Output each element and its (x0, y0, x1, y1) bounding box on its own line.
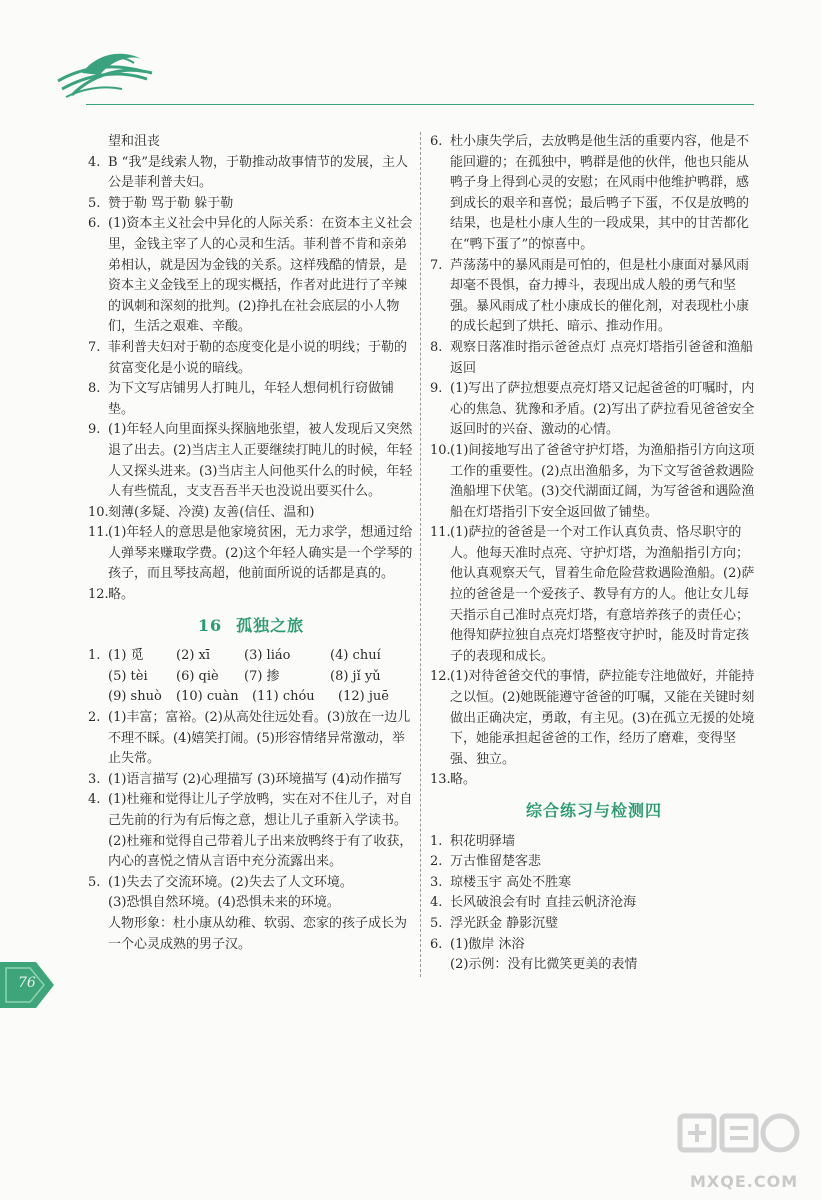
answer-item (430, 852, 758, 873)
item-subpart: 人物形象：杜小康从幼稚、软弱、恋家的孩子成长为一个心灵成熟的男子汉。 (108, 915, 408, 952)
logo-waves-icon (52, 45, 162, 103)
answer-item (430, 935, 758, 956)
answer-item (430, 667, 758, 770)
answer-item (88, 790, 414, 831)
pinyin-cell: (3) liáo (244, 648, 291, 664)
item-text: 琼楼玉宇 高处不胜寒 (450, 874, 572, 890)
section-title-16 (88, 616, 414, 637)
item-text: (1)年轻人向里面探头探脑地张望，被人发现后又突然退了出去。(2)当店主人正要继续打盹儿的时候，年轻人又探头进来。(3)当店主人问他买什么的时候，年轻人有些慌乱，支支吾吾半天也没说出要买什么。 (108, 422, 413, 500)
item-number: 6. (430, 134, 443, 149)
page-number: 76 (18, 975, 36, 991)
answer-item (88, 873, 414, 894)
item-number: 2. (88, 710, 101, 726)
item-number: 3. (430, 874, 443, 890)
header-rule (86, 104, 754, 105)
answer-item (430, 873, 758, 894)
item-text: 浮光跃金 静影沉璧 (450, 915, 559, 931)
item-number: 11. (430, 525, 451, 541)
item-text: 刻薄(多疑、冷漠) 友善(信任、温和) (108, 504, 315, 520)
item-text: 为下文写店铺男人打盹儿，年轻人想伺机行窃做铺垫。 (108, 381, 395, 417)
answer-item (88, 214, 414, 338)
item-number: 4. (430, 895, 443, 911)
item-text: (1)失去了交流环境。(2)失去了人文环境。 (108, 874, 353, 890)
item-text: (1)资本主义社会中异化的人际关系：在资本主义社会里，金钱主宰了人的心灵和生活。菲利普不肯和亲弟弟相认，就是因为金钱的关系。这样残酷的情景，是资本主义金钱至上的现实概括，作者对此进行了辛辣的讽刺和深刻的批判。(2)挣扎在社会底层的小人物们，生活之艰难、辛酸。 (108, 216, 413, 335)
left-column (88, 132, 414, 955)
item-text: (1)对待爸爸交代的事情，萨拉能专注地做好，并能持之以恒。(2)她既能遵守爸爸的叮嘱，又能在关键时刻做出正确决定，勇敢，有主见。(3)在孤立无援的处境下，她能承担起爸爸的工作，经历了磨难，变得坚强、独立。 (450, 669, 755, 767)
item-text: 杜小康失学后，去放鸭是他生活的重要内容，他是不能回避的；在孤独中，鸭群是他的伙伴，他也只能从鸭子身上得到心灵的安慰；在风雨中他维护鸭群，感到成长的艰辛和喜悦；最后鸭子下蛋，不仅是放鸭的结果，也是杜小康人生的一段成果，其中的甘苦都化在“鸭下蛋了”的惊喜中。 (450, 134, 750, 252)
item-text: B “我”是线索人物，于勒推动故事情节的发展，主人公是菲利普夫妇。 (108, 154, 408, 191)
item-text: (1)写出了萨拉想要点亮灯塔又记起爸爸的叮嘱时，内心的焦急、犹豫和矛盾。(2)写出了萨拉看见爸爸安全返回时的兴奋、激动的心情。 (450, 381, 755, 438)
item-text: (1)杜雍和觉得让儿子学放鸭，实在对不住儿子，对自己先前的行为有后悔之意，想让儿子重新入学读书。 (108, 792, 413, 828)
item-number: 3. (88, 771, 101, 787)
item-number: 5. (430, 915, 443, 931)
pinyin-cell: (2) xī (176, 648, 211, 664)
pinyin-cell: (5) tèi (108, 668, 148, 684)
pinyin-cell: (9) shuò (108, 689, 162, 705)
pinyin-cell: (7) 掺 (244, 668, 280, 684)
answer-item (88, 585, 414, 606)
pinyin-row (108, 667, 414, 688)
answer-item (430, 256, 758, 338)
item-text: 赞于勒 骂于勒 躲于勒 (108, 195, 234, 211)
watermark-url: MXQE.COM (690, 1172, 799, 1191)
answer-item (88, 770, 414, 791)
continuation-text: 望和沮丧 (108, 134, 161, 149)
answer-item (430, 832, 758, 853)
answer-item-pinyin (88, 646, 414, 708)
answer-item (88, 708, 414, 770)
pinyin-cell: (1) 觅 (108, 648, 144, 664)
answer-item (88, 523, 414, 585)
item-text: (1)萨拉的爸爸是一个对工作认真负责、恪尽职守的人。他每天准时点亮、守护灯塔，为渔船指引方向；他认真观察天气，冒着生命危险营救遇险渔船。(2)萨拉的爸爸是一个爱孩子、教导有方的人。他让女儿每天指示自己准时点亮灯塔，有意培养孩子的责任心；他得知萨拉独自点亮灯塔整夜守护时，能及时肯定孩子的表现和成长。 (450, 525, 755, 664)
pinyin-cell: (4) chuí (330, 648, 381, 664)
item-number: 8. (88, 381, 101, 397)
answer-item (430, 523, 758, 667)
item-text: (1)丰富；富裕。(2)从高处往远处看。(3)放在一边儿不理不睬。(4)嬉笑打闹。(5)形容情绪异常激动，举止失常。 (108, 710, 411, 767)
item-text: 略。 (450, 772, 477, 788)
item-number: 4. (88, 154, 101, 170)
item-number: 6. (430, 936, 443, 952)
item-number: 2. (430, 854, 443, 870)
section-number: 16 (197, 615, 223, 635)
answer-item (430, 379, 758, 441)
answer-item (430, 441, 758, 523)
answer-item (88, 194, 414, 215)
section-title-review: 综合练习与检测四 (525, 801, 662, 820)
answer-item (88, 420, 414, 502)
answer-item (430, 132, 758, 256)
answer-item (430, 914, 758, 935)
item-number: 13. (430, 772, 451, 788)
column-divider (420, 132, 421, 977)
pinyin-cell: (8) jǐ yǔ (330, 668, 381, 684)
item-subpart: (2)示例：没有比微笑更美的表情 (450, 957, 638, 973)
item-number: 7. (430, 257, 443, 273)
answer-item (430, 338, 758, 379)
pinyin-row (108, 646, 414, 667)
right-column (430, 132, 758, 976)
item-number: 9. (430, 381, 443, 397)
item-text: 略。 (108, 587, 135, 603)
item-number: 5. (88, 874, 101, 890)
item-number: 1. (88, 648, 101, 664)
item-number: 8. (430, 339, 443, 355)
pinyin-cell: (10) cuàn (176, 689, 239, 705)
pinyin-row (108, 687, 414, 708)
item-number: 5. (88, 195, 101, 211)
item-text: 长风破浪会有时 直挂云帆济沧海 (450, 895, 637, 911)
item-text: (1)傲岸 沐浴 (450, 936, 525, 952)
pinyin-cell: (12) juē (338, 689, 389, 705)
item-number: 9. (88, 422, 101, 438)
item-subpart: (3)恐惧自然环境。(4)恐惧未来的环境。 (108, 895, 340, 911)
pinyin-cell: (11) chóu (252, 689, 315, 705)
item-number: 12. (88, 587, 109, 603)
item-text: 万古惟留楚客悲 (450, 854, 542, 870)
pinyin-cell: (6) qiè (176, 668, 219, 684)
answer-item (430, 770, 758, 791)
item-number: 6. (88, 216, 101, 232)
item-text: (1)年轻人的意思是他家境贫困，无力求学，想通过给人弹琴来赚取学费。(2)这个年轻人确实是一个学琴的孩子，而且琴技高超，他前面所说的话都是真的。 (108, 525, 413, 582)
item-text: (1)语言描写 (2)心理描写 (3)环境描写 (4)动作描写 (108, 771, 403, 787)
item-subpart: (2)杜雍和觉得自己带着儿子出来放鸭终于有了收获，内心的喜悦之情从言语中充分流露出来。 (108, 833, 413, 870)
item-number: 10. (88, 504, 109, 520)
item-text: 积花明驿墙 (450, 833, 516, 849)
item-number: 7. (88, 339, 101, 355)
answer-item (88, 379, 414, 420)
item-number: 4. (88, 792, 101, 808)
item-text: (1)间接地写出了爸爸守护灯塔，为渔船指引方向这项工作的重要性。(2)点出渔船多，为下文写爸爸救遇险渔船埋下伏笔。(3)交代湖面辽阔，为写爸爸和遇险渔船在灯塔指引下安全返回做了铺垫。 (450, 442, 755, 520)
item-text: 菲利普夫妇对于勒的态度变化是小说的明线；于勒的贫富变化是小说的暗线。 (108, 339, 408, 376)
item-number: 12. (430, 669, 451, 685)
answer-item (88, 503, 414, 524)
item-text: 芦荡荡中的暴风雨是可怕的，但是杜小康面对暴风雨却毫不畏惧，奋力搏斗，表现出成人般的勇气和坚强。暴风雨成了杜小康成长的催化剂，对表现杜小康的成长起到了烘托、暗示、推动作用。 (450, 257, 750, 335)
section-name: 孤独之旅 (236, 615, 305, 635)
item-number: 11. (88, 525, 109, 541)
answer-item (88, 338, 414, 379)
item-text: 观察日落准时指示爸爸点灯 点亮灯塔指引爸爸和渔船返回 (450, 339, 754, 376)
answer-item (430, 893, 758, 914)
item-number: 10. (430, 442, 451, 458)
item-number: 1. (430, 833, 443, 849)
answer-item (88, 153, 414, 194)
